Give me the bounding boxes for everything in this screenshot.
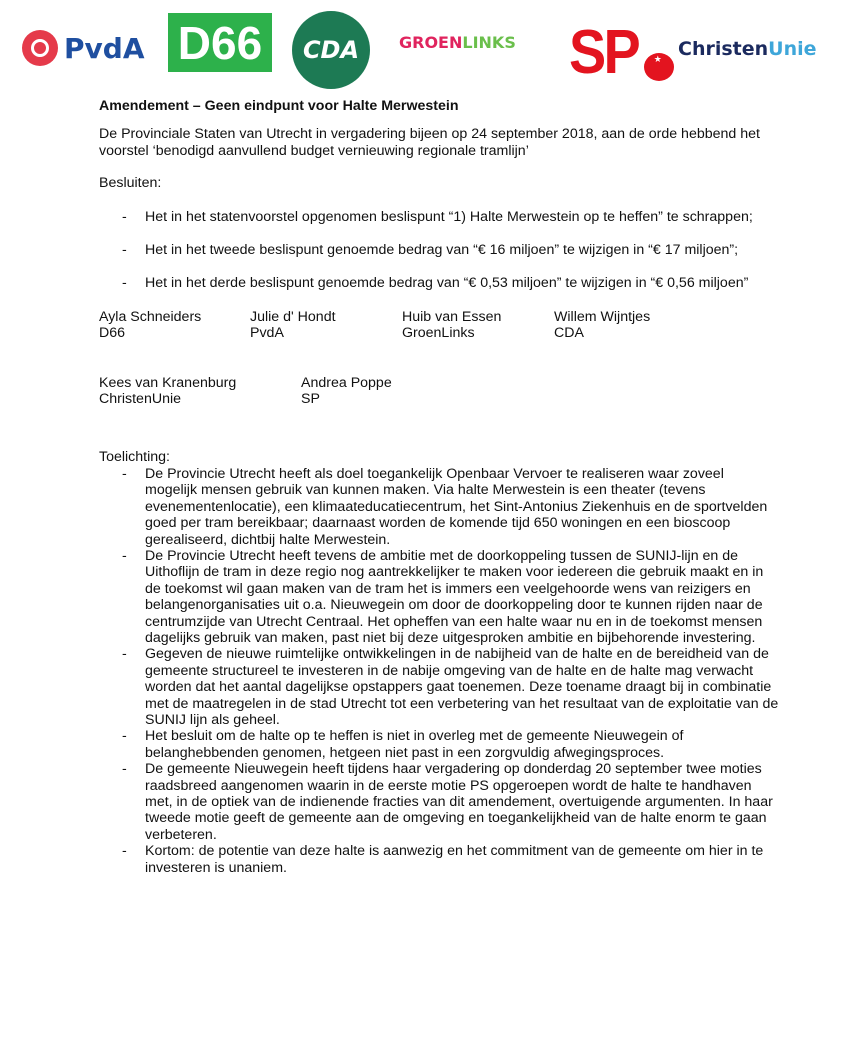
toelichting-text: De Provincie Utrecht heeft als doel toegankelijk Openbaar Vervoer te realiseren waar zoveel mogelijk mensen gebruik van kunnen maken. Via halte Merwestein is een theater (tevens evenementenlocatie), een klimaateducatiecentrum, het Sint-Antonius Ziekenhuis en de sportvelden goed per tram bereikbaar; daarnaast worden de komende tijd 650 woningen en een bioscoop gerealiseerd, dichtbij halte Merwestein. xyxy=(145,465,768,548)
toelichting-text: Kortom: de potentie van deze halte is aanwezig en het commitment van de gemeente om hier in te investeren is unaniem. xyxy=(145,843,764,876)
toelichting-item xyxy=(122,728,779,761)
dash-bullet: - xyxy=(122,646,127,663)
signatory-name: Kees van Kranenburg xyxy=(99,374,237,391)
besluiten-label: Besluiten: xyxy=(99,175,162,192)
toelichting-text: Het besluit om de halte op te heffen is niet in overleg met de gemeente Nieuwegein of belanghebbenden genomen, hetgeen niet past in een zorgvuldig afwegingsproces. xyxy=(145,728,684,761)
signatory-name: Julie d' Hondt xyxy=(250,308,336,325)
rose-icon xyxy=(22,30,58,66)
dash-bullet: - xyxy=(122,465,127,482)
amendment-document xyxy=(99,98,779,876)
toelichting-text: De gemeente Nieuwegein heeft tijdens haar vergadering op donderdag 20 september twee moties raadsbreed aangenomen waarin in de eerste motie PS opgeroepen wordt de halte te handhaven met, in de optiek van de indienende fracties van dit amendement, overtuigende argumenten. In haar tweede motie geeft de gemeente aan de omgeving en toegankelijkheid van de halte enorm te gaan verbeteren. xyxy=(145,761,773,843)
dash-bullet: - xyxy=(122,547,127,564)
cda-logo xyxy=(292,11,370,89)
besluit-text: Het in het derde beslispunt genoemde bedrag van “€ 0,53 miljoen” te wijzigen in “€ 0,56 miljoen” xyxy=(145,275,749,292)
tomato-icon xyxy=(644,53,674,81)
toelichting-item xyxy=(122,761,779,843)
signatory xyxy=(99,375,301,408)
toelichting-label: Toelichting: xyxy=(99,449,170,466)
besluit-item xyxy=(122,242,779,258)
besluit-text: Het in het tweede beslispunt genoemde bedrag van “€ 16 miljoen” te wijzigen in “€ 17 miljoen”; xyxy=(145,242,739,259)
besluit-item xyxy=(122,209,779,225)
dash-bullet: - xyxy=(122,275,127,292)
signatories xyxy=(99,309,779,408)
sp-logo-text: SP xyxy=(569,18,639,87)
sp-logo xyxy=(569,18,674,87)
toelichting-text: De Provincie Utrecht heeft tevens de ambitie met de doorkoppeling tussen de SUNIJ-lijn en de Uithoflijn de tram in deze regio nog aantrekkelijker te maken voor iedereen die gebruik maakt en in de toekomst wil gaan maken van de tram het is immers een veelgehoorde wens van reizigers en belangenorganisaties uit o.a. Nieuwegein om door de doorkoppeling door te kunnen rijden naar de centrumzijde van Utrecht Centraal. Het opheffen van een halte waar nu en in de toekomst mensen dagelijks gebruik van maken, past niet bij deze uitgesproken ambitie en bijbehorende investering. xyxy=(145,547,764,646)
dash-bullet: - xyxy=(122,843,127,860)
signatory-name: Ayla Schneiders xyxy=(99,308,202,325)
signatory xyxy=(250,309,402,342)
signatory-name: Willem Wijntjes xyxy=(554,308,651,325)
groenlinks-logo-part2: LINKS xyxy=(462,33,516,52)
dash-bullet: - xyxy=(122,242,127,259)
d66-logo xyxy=(168,13,272,72)
signatories-row-1 xyxy=(99,309,779,342)
christenunie-logo-part1: Christen xyxy=(678,38,769,60)
intro-paragraph: De Provinciale Staten van Utrecht in vergadering bijeen op 24 september 2018, aan de orde hebbend het voorstel ‘benodigd aanvullend budget vernieuwing regionale tramlijn’ xyxy=(99,126,760,159)
signatory-party: SP xyxy=(301,391,320,408)
toelichting-text: Gegeven de nieuwe ruimtelijke ontwikkelingen in de nabijheid van de halte en de bereidheid van de gemeente structureel te investeren in de nabije omgeving van de halte en de halte mag verwacht worden dat het aantal dagelijkse opstappers gaat toenemen. Deze toename draagt bij in combinatie met de maatregelen in de stad Utrecht tot een verbetering van het resultaat van de exploitatie van de SUNIJ lijn als geheel. xyxy=(145,646,779,728)
dash-bullet: - xyxy=(122,761,127,778)
toelichting-item xyxy=(122,548,779,646)
toelichting-item xyxy=(122,466,779,548)
party-logos-header xyxy=(0,0,842,98)
d66-logo-text: D66 xyxy=(177,16,263,69)
groenlinks-logo-part1: GROEN xyxy=(399,33,463,52)
groenlinks-logo xyxy=(399,33,516,52)
signatory-party: CDA xyxy=(554,325,584,342)
dash-bullet: - xyxy=(122,208,127,225)
christenunie-logo-part2: Unie xyxy=(768,38,817,60)
cda-logo-text: CDA xyxy=(302,36,360,64)
document-title: Amendement – Geen eindpunt voor Halte Merwestein xyxy=(99,98,459,114)
signatory xyxy=(301,375,392,408)
signatory-party: ChristenUnie xyxy=(99,391,182,408)
signatory xyxy=(99,309,250,342)
besluit-item xyxy=(122,275,779,291)
dash-bullet: - xyxy=(122,728,127,745)
signatory-party: PvdA xyxy=(250,325,284,342)
pvda-logo-text: PvdA xyxy=(64,31,145,65)
toelichting-list xyxy=(99,466,779,876)
toelichting-item xyxy=(122,646,779,728)
signatory-party: GroenLinks xyxy=(402,325,475,342)
pvda-logo xyxy=(22,28,145,68)
signatories-row-2 xyxy=(99,375,779,408)
signatory xyxy=(554,309,650,342)
besluiten-list xyxy=(99,209,779,292)
signatory-party: D66 xyxy=(99,325,126,342)
signatory-name: Huib van Essen xyxy=(402,308,502,325)
besluit-text: Het in het statenvoorstel opgenomen beslispunt “1) Halte Merwestein op te heffen” te schrappen; xyxy=(145,208,753,225)
toelichting-item xyxy=(122,843,779,876)
christenunie-logo xyxy=(678,38,817,60)
signatory xyxy=(402,309,554,342)
signatory-name: Andrea Poppe xyxy=(301,374,392,391)
